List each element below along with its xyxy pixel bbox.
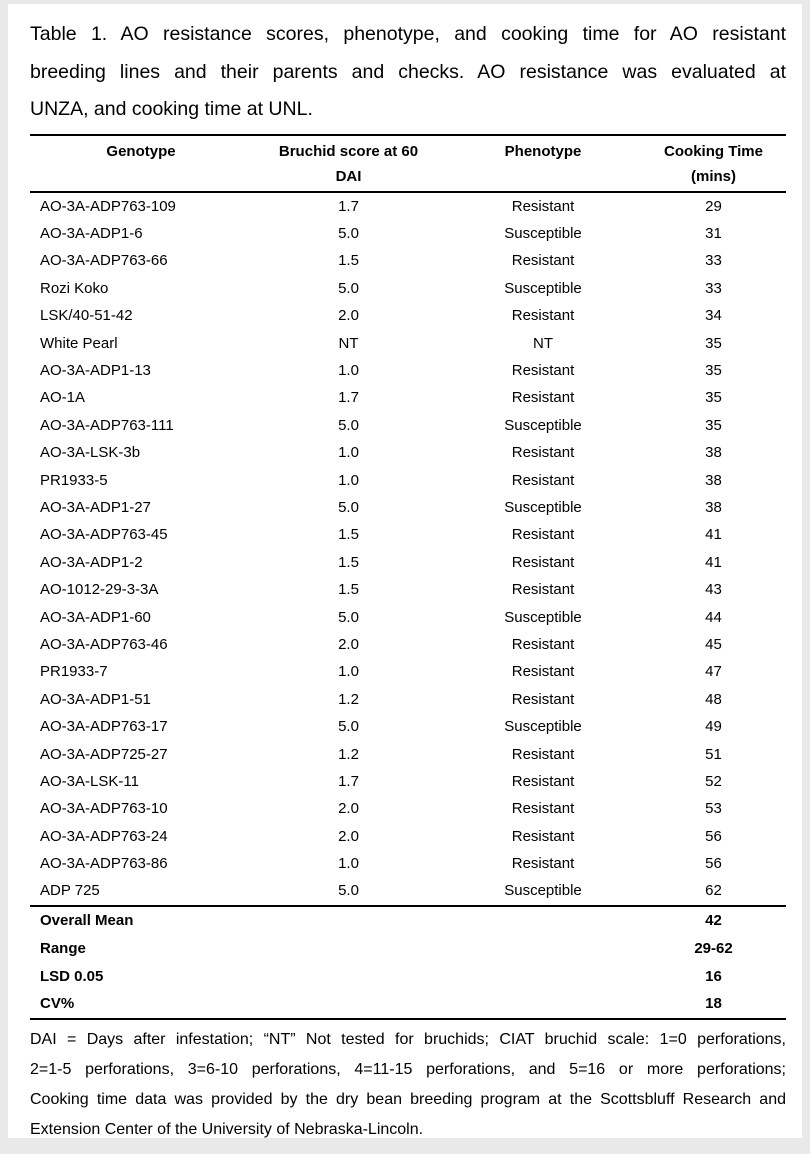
summary-value-cell: 29-62 <box>694 939 733 957</box>
cooking-time-cell: 35 <box>705 334 722 352</box>
column-header-label: (mins) <box>691 167 736 185</box>
table-row <box>30 603 786 630</box>
summary-row <box>30 962 786 990</box>
bruchid-score-cell: 5.0 <box>338 498 359 516</box>
genotype-cell: AO-3A-ADP1-51 <box>40 690 151 708</box>
genotype-cell: ADP 725 <box>40 882 100 900</box>
genotype-cell: AO-3A-ADP763-46 <box>40 635 168 653</box>
empty-cell <box>445 934 641 962</box>
genotype-cell: AO-3A-ADP763-109 <box>40 197 176 215</box>
cooking-time-cell: 34 <box>705 307 722 325</box>
genotype-cell: AO-3A-ADP763-86 <box>40 855 168 873</box>
genotype-cell: AO-3A-ADP725-27 <box>40 745 168 763</box>
phenotype-cell: Susceptible <box>504 416 582 434</box>
phenotype-cell: Resistant <box>511 663 575 681</box>
table-row <box>30 686 786 713</box>
bruchid-score-cell: 1.0 <box>338 855 359 873</box>
table-row <box>30 220 786 247</box>
genotype-cell: AO-3A-ADP763-111 <box>40 416 174 434</box>
footnote-line: Cooking time data was provided by the dry bean breeding program at the Scottsbluff Research and <box>30 1090 786 1108</box>
footnote-line: Extension Center of the University of Nebraska-Lincoln. <box>30 1120 424 1138</box>
genotype-cell: AO-3A-ADP763-66 <box>40 252 168 270</box>
bruchid-score-cell: 1.7 <box>338 197 359 215</box>
cooking-time-cell: 48 <box>705 690 722 708</box>
genotype-cell: AO-3A-ADP1-27 <box>40 498 151 516</box>
phenotype-cell: Susceptible <box>504 279 582 297</box>
empty-cell <box>445 906 641 935</box>
phenotype-cell: Susceptible <box>504 608 582 626</box>
cooking-time-cell: 35 <box>705 389 722 407</box>
phenotype-cell: Susceptible <box>504 498 582 516</box>
table-row <box>30 740 786 767</box>
cooking-time-cell: 49 <box>705 718 722 736</box>
bruchid-score-cell: 2.0 <box>338 635 359 653</box>
table-row <box>30 521 786 548</box>
empty-cell <box>252 934 445 962</box>
cooking-time-cell: 53 <box>705 800 722 818</box>
cooking-time-cell: 43 <box>705 581 722 599</box>
phenotype-cell: Resistant <box>511 745 575 763</box>
bruchid-score-cell: 2.0 <box>338 827 359 845</box>
table-header <box>30 135 786 192</box>
cooking-time-cell: 52 <box>705 772 722 790</box>
phenotype-cell: Resistant <box>511 690 575 708</box>
table-row <box>30 877 786 905</box>
bruchid-score-cell: 5.0 <box>338 416 359 434</box>
column-header-cooking-time <box>641 135 786 192</box>
phenotype-cell: Susceptible <box>504 225 582 243</box>
genotype-cell: AO-3A-ADP1-60 <box>40 608 151 626</box>
table-row <box>30 247 786 274</box>
phenotype-cell: Resistant <box>511 444 575 462</box>
table-row <box>30 631 786 658</box>
bruchid-score-cell: 2.0 <box>338 800 359 818</box>
column-header-genotype <box>30 135 252 192</box>
table-row <box>30 713 786 740</box>
genotype-cell: Rozi Koko <box>40 279 109 297</box>
bruchid-score-cell: 1.0 <box>338 471 359 489</box>
bruchid-score-cell: 1.5 <box>338 553 359 571</box>
table-row <box>30 466 786 493</box>
summary-label-cell: Range <box>40 939 86 957</box>
cooking-time-cell: 41 <box>705 553 722 571</box>
summary-row <box>30 990 786 1019</box>
phenotype-cell: Resistant <box>511 526 575 544</box>
phenotype-cell: Resistant <box>511 389 575 407</box>
genotype-cell: PR1933-7 <box>40 663 108 681</box>
bruchid-score-cell: 1.0 <box>338 362 359 380</box>
bruchid-score-cell: 1.7 <box>338 772 359 790</box>
phenotype-cell: Resistant <box>511 800 575 818</box>
phenotype-cell: Resistant <box>511 635 575 653</box>
phenotype-cell: Resistant <box>511 307 575 325</box>
empty-cell <box>252 990 445 1019</box>
genotype-cell: AO-3A-LSK-11 <box>40 772 139 790</box>
phenotype-cell: Resistant <box>511 827 575 845</box>
cooking-time-cell: 41 <box>705 526 722 544</box>
column-header-label: Phenotype <box>504 142 582 160</box>
genotype-cell: AO-3A-LSK-3b <box>40 444 141 462</box>
cooking-time-cell: 38 <box>705 498 722 516</box>
genotype-cell: AO-3A-ADP763-17 <box>40 718 168 736</box>
cooking-time-cell: 51 <box>705 745 722 763</box>
table-row <box>30 576 786 603</box>
table-row <box>30 768 786 795</box>
table-row <box>30 549 786 576</box>
cooking-time-cell: 33 <box>705 252 722 270</box>
table-body <box>30 192 786 906</box>
summary-label-cell: Overall Mean <box>40 912 134 930</box>
genotype-cell: AO-3A-ADP763-45 <box>40 526 168 544</box>
column-header-label: Bruchid score at 60 <box>278 142 419 160</box>
table-row <box>30 275 786 302</box>
bruchid-score-cell: 5.0 <box>338 225 359 243</box>
table-caption <box>30 16 786 129</box>
phenotype-cell: Resistant <box>511 553 575 571</box>
phenotype-cell: Resistant <box>511 362 575 380</box>
genotype-cell: AO-3A-ADP1-13 <box>40 362 151 380</box>
empty-cell <box>252 962 445 990</box>
bruchid-score-cell: NT <box>338 334 359 352</box>
table-footnote <box>30 1025 786 1138</box>
cooking-time-cell: 31 <box>705 225 722 243</box>
bruchid-score-cell: 1.5 <box>338 581 359 599</box>
phenotype-cell: Resistant <box>511 772 575 790</box>
phenotype-cell: NT <box>533 334 553 352</box>
summary-value-cell: 16 <box>705 967 722 985</box>
table-row <box>30 329 786 356</box>
cooking-time-cell: 35 <box>705 362 722 380</box>
phenotype-cell: Resistant <box>511 252 575 270</box>
table-row <box>30 384 786 411</box>
cooking-time-cell: 38 <box>705 444 722 462</box>
phenotype-cell: Resistant <box>511 581 575 599</box>
genotype-cell: AO-3A-ADP763-24 <box>40 827 168 845</box>
cooking-time-cell: 62 <box>705 882 722 900</box>
genotype-cell: AO-3A-ADP1-2 <box>40 553 143 571</box>
cooking-time-cell: 29 <box>705 197 722 215</box>
phenotype-cell: Resistant <box>511 197 575 215</box>
cooking-time-cell: 47 <box>705 663 722 681</box>
caption-line: breeding lines and their parents and checks. AO resistance was evaluated at <box>30 60 786 83</box>
column-header-label: Cooking Time <box>664 142 763 160</box>
genotype-cell: AO-3A-ADP1-6 <box>40 225 143 243</box>
table-row <box>30 658 786 685</box>
bruchid-score-cell: 1.0 <box>338 444 359 462</box>
phenotype-cell: Resistant <box>511 855 575 873</box>
table-row <box>30 192 786 220</box>
genotype-cell: AO-3A-ADP763-10 <box>40 800 168 818</box>
table-summary <box>30 906 786 1019</box>
caption-line: Table 1. AO resistance scores, phenotype, and cooking time for AO resistant <box>30 23 786 45</box>
cooking-time-cell: 45 <box>705 635 722 653</box>
table-row <box>30 302 786 329</box>
summary-value-cell: 18 <box>705 995 722 1013</box>
empty-cell <box>252 906 445 935</box>
cooking-time-cell: 44 <box>705 608 722 626</box>
bruchid-score-cell: 5.0 <box>338 882 359 900</box>
phenotype-cell: Resistant <box>511 471 575 489</box>
phenotype-cell: Susceptible <box>504 882 582 900</box>
cooking-time-cell: 38 <box>705 471 722 489</box>
cooking-time-cell: 56 <box>705 827 722 845</box>
bruchid-score-cell: 1.0 <box>338 663 359 681</box>
summary-label-cell: LSD 0.05 <box>40 967 104 985</box>
bruchid-score-cell: 1.7 <box>338 389 359 407</box>
bruchid-score-cell: 5.0 <box>338 279 359 297</box>
document-page <box>8 4 802 1138</box>
summary-row <box>30 934 786 962</box>
column-header-bruchid-score <box>252 135 445 192</box>
genotype-cell: PR1933-5 <box>40 471 108 489</box>
empty-cell <box>445 990 641 1019</box>
bruchid-score-cell: 1.2 <box>338 745 359 763</box>
cooking-time-cell: 35 <box>705 416 722 434</box>
column-header-label: Genotype <box>106 142 176 160</box>
table-row <box>30 822 786 849</box>
bruchid-score-cell: 1.5 <box>338 252 359 270</box>
bruchid-score-cell: 2.0 <box>338 307 359 325</box>
bruchid-score-cell: 1.5 <box>338 526 359 544</box>
column-header-label: DAI <box>335 167 362 185</box>
cooking-time-cell: 33 <box>705 279 722 297</box>
table-row <box>30 795 786 822</box>
caption-line: UNZA, and cooking time at UNL. <box>30 98 313 120</box>
phenotype-cell: Susceptible <box>504 718 582 736</box>
header-row <box>30 135 786 192</box>
summary-value-cell: 42 <box>705 912 722 930</box>
bruchid-score-cell: 5.0 <box>338 608 359 626</box>
genotype-cell: LSK/40-51-42 <box>40 307 133 325</box>
bruchid-score-cell: 5.0 <box>338 718 359 736</box>
table-row <box>30 850 786 877</box>
table-row <box>30 439 786 466</box>
table-row <box>30 494 786 521</box>
table-row <box>30 412 786 439</box>
summary-label-cell: CV% <box>40 995 75 1013</box>
summary-row <box>30 906 786 935</box>
empty-cell <box>445 962 641 990</box>
column-header-phenotype <box>445 135 641 192</box>
results-table <box>30 134 786 1020</box>
footnote-line: DAI = Days after infestation; “NT” Not tested for bruchids; CIAT bruchid scale: 1=0 perforations, <box>30 1030 786 1048</box>
bruchid-score-cell: 1.2 <box>338 690 359 708</box>
cooking-time-cell: 56 <box>705 855 722 873</box>
genotype-cell: White Pearl <box>40 334 118 352</box>
table-row <box>30 357 786 384</box>
footnote-line: 2=1-5 perforations, 3=6-10 perforations, 4=11-15 perforations, and 5=16 or more perforations; <box>30 1060 786 1078</box>
genotype-cell: AO-1A <box>40 389 86 407</box>
genotype-cell: AO-1012-29-3-3A <box>40 581 159 599</box>
